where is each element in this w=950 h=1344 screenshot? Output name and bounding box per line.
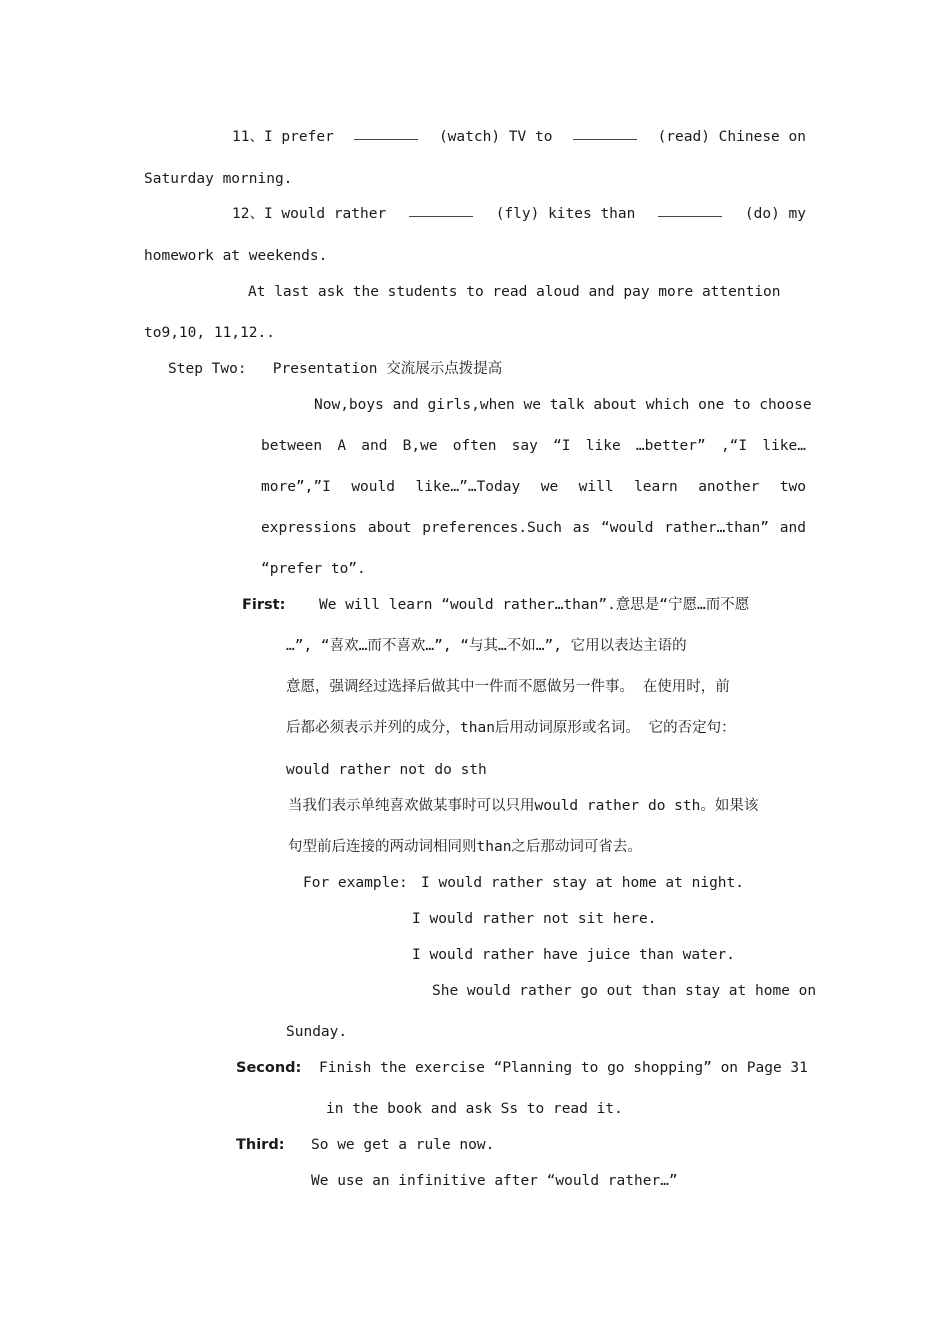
first-line: 意愿，强调经过选择后做其中一件而不愿做另一件事。 在使用时，前 [286,679,730,695]
exercise-12-word1: (fly) kites than [495,206,636,222]
intro-line: expressions about preferences.Such as “would rather…than” and [261,520,806,536]
step-two-heading: Step Two: Presentation 交流展示点拨提高 [168,361,503,377]
answer-blank[interactable] [658,204,722,217]
exercise-12-number: 12、I would rather [232,206,387,222]
third-label: Third: [236,1137,285,1153]
intro-line: more”,”I would like…”…Today we will learn another two [261,479,806,495]
answer-blank[interactable] [573,127,637,140]
answer-blank[interactable] [409,204,473,217]
example-sentence: I would rather not sit here. [412,911,657,927]
exercise-12-continuation: homework at weekends. [144,248,328,264]
first-line: would rather not do sth [286,762,487,778]
instruction-continuation: to9,10, 11,12.. [144,325,275,341]
exercise-11-continuation: Saturday morning. [144,171,293,187]
third-line: We use an infinitive after “would rather…” [311,1173,678,1189]
example-sentence: I would rather stay at home at night. [421,875,745,891]
exercise-11-line [232,127,806,147]
instruction-line [248,282,806,302]
first-line: 后都必须表示并列的成分，than后用动词原形或名词。 它的否定句： [286,720,736,736]
exercise-12-word2: (do) my [744,206,806,222]
example-sentence: I would rather have juice than water. [412,947,736,963]
exercise-11-word2: (read) Chinese on [657,129,806,145]
example-label: For example: [303,875,408,891]
exercise-11-number: 11、I prefer [232,129,334,145]
exercise-11-word1: (watch) TV to [438,129,553,145]
example-sentence: She would rather go out than stay at home on [432,983,817,999]
first-line: 句型前后连接的两动词相同则than之后那动词可省去。 [288,839,642,855]
second-line: in the book and ask Ss to read it. [326,1101,623,1117]
exercise-12-line [232,204,806,224]
first-line: 当我们表示单纯喜欢做某事时可以只用would rather do sth。如果该 [288,798,759,814]
first-label: First: [242,597,286,613]
second-label: Second: [236,1060,302,1076]
intro-line: Now,boys and girls,when we talk about which one to choose [314,397,812,413]
intro-line: between A and B,we often say “I like …better” ,“I like… [261,438,806,454]
example-continuation: Sunday. [286,1024,348,1040]
answer-blank[interactable] [354,127,418,140]
intro-line: “prefer to”. [261,561,366,577]
first-line: …”, “喜欢…而不喜欢…”, “与其…不如…”, 它用以表达主语的 [286,638,687,654]
third-line: So we get a rule now. [311,1137,495,1153]
instruction-text: At last ask the students to read aloud and pay more attention [248,284,781,300]
first-line: We will learn “would rather…than”.意思是“宁愿…而不愿 [319,597,750,613]
second-line: Finish the exercise “Planning to go shopping” on Page 31 [319,1060,808,1076]
